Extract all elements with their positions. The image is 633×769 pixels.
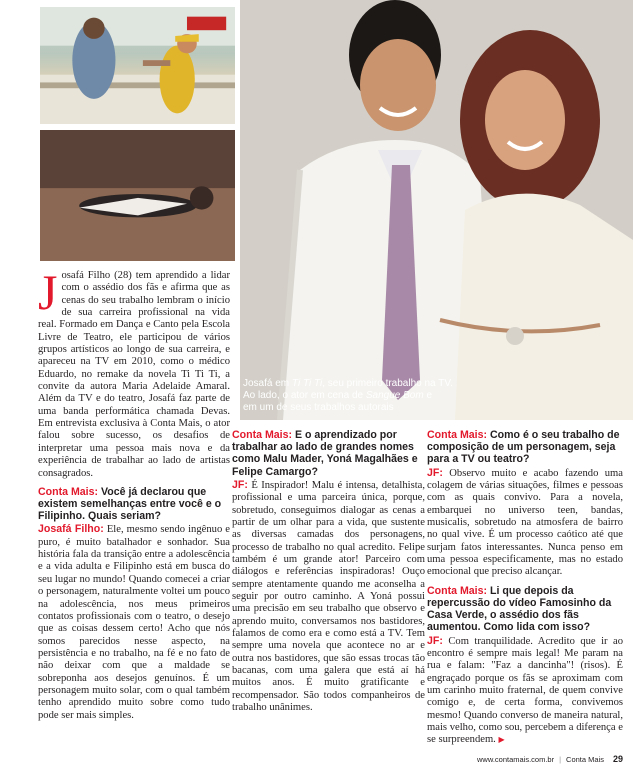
page-number: 29 [612,754,623,764]
question-3: Conta Mais: Como é o seu trabalho de composição de um personagem, seja para a TV ou teatro? [427,429,620,466]
photo-caption: Josafá em Ti Ti Ti, seu primeiro trabalho na TV. Ao lado, o ator em cena de Sangue Bom e em um de seus trabalhos autorais [243,378,453,413]
answer-1: Josafá Filho: Ele, mesmo sendo ingênuo e puro, é muito batalhador e sonhador. Sua história fala da transição entre a adolescência e a vida adulta e Filipinho está em busca do seu lugar no mundo! Quando comecei a criar o personagem, naturalmente voltei um pouco na adolescência, nos meus primeiros contatos profissionais com o teatro, o desejo que as coisas dessem certo! Acho que nós somos parecidos nesse aspecto, na persistência e no trabalho, na fé e no fato de não deixar com que a maldade se sobreponha aos desejos genuínos. É um personagem muito solar, com o qual também tenho aprendido muito sobre como tudo pode ser mais simples. [38,523,231,721]
answer-2: JF: É Inspirador! Malu é intensa, detalhista, profissional e uma parceira única, porque, sobretudo, conseguimos dialogar as cenas a partir de um olhar para a vida, que sustente as diversas camadas dos personagens, processo de trabalho no qual acredito. Felipe também é um grande ator! Parceiro com diálogos e referências inspiradoras! Ouço sempre atentamente quando me aconselha a seguir por outro caminho. A Yoná possui uma precisão em seu trabalho que observo e aprendo muito, conversamos nos bastidores, falamos de como era e como está a TV. Tem sempre uma novela que acontece no ar e outra nos bastidores, que são essas trocas tão bacanas, com uma galera que está aí há muitos anos. É muito gratificante e recompensador. São todos companheiros de trabalho unânimes. [232,478,425,713]
intro-paragraph: Josafá Filho (28) tem aprendido a lidar com o assédio dos fãs e afirma que as cenas do seu trabalho lembram o início de sua carreira profissional na vida real. Formado em Dança e Canto pela Escola Livre de Teatro, ele participou de vários grupos artísticos ao longo de sua carreira, e apareceu na TV em 2010, como o médico Eduardo, no remake da novela Ti Ti Ti, a convite da autora Maria Adelaide Amaral. Além da TV e do teatro, Josafá faz parte de uma banda performática chamada Devas. Em entrevista exclusiva à Conta Mais, o ator falou sobre sucesso, os desafios de interpretar uma pessoa mais nova e da experiência de trabalhar ao lado de artistas consagrados. [38,264,230,479]
answer-4: JF: Com tranquilidade. Acredito que ir ao encontro é sempre mais legal! Me param na rua e falam: "Faz a dancinha"! (risos). É engraçado porque os fãs se aproximam com um carinho muito fraternal, de quem convive comigo e, de certa forma, convivemos mesmo! Quando converso de maneira natural, mais velho, como sou, percebem a diferença e se surpreendem. ▶ [427,634,623,746]
photo-shop-scene [38,5,237,126]
drop-cap: J [38,264,58,320]
end-mark-icon: ▶ [498,735,505,745]
question-2: Conta Mais: E o aprendizado por trabalhar ao lado de grandes nomes como Malu Mader, Yoná Magalhães e Felipe Camargo? [232,429,418,478]
footer-site: www.contamais.com.br [476,754,555,764]
article-column-3 [427,427,623,753]
photo-floor-scene [38,128,237,263]
footer-section: Conta Mais [566,754,604,764]
footer-separator: | [559,754,562,764]
answer-3: JF: Observo muito e acabo fazendo uma colagem de várias situações, filmes e pessoas com as quais convivo. Para a novela, embarquei no universo teen, bandas, musicalis, sobretudo na atmosfera de bairro no qual vive. É um processo caótico até que surjam fatos interessantes. Nunca penso em uma pessoa especificamente, mas no estado emocional que preciso alcançar. [427,466,623,578]
article-column-1 [38,264,231,728]
page-footer [477,754,623,764]
question-4: Conta Mais: Li que depois da repercussão do vídeo Famosinho da Casa Verde, o assédio dos fãs aumentou. Como lida com isso? [427,584,612,634]
question-1: Conta Mais: Você já declarou que existem semelhanças entre você e o Filipinho. Quais seriam? [38,485,222,523]
article-column-2 [232,427,425,720]
photo-main-couple [240,0,633,420]
